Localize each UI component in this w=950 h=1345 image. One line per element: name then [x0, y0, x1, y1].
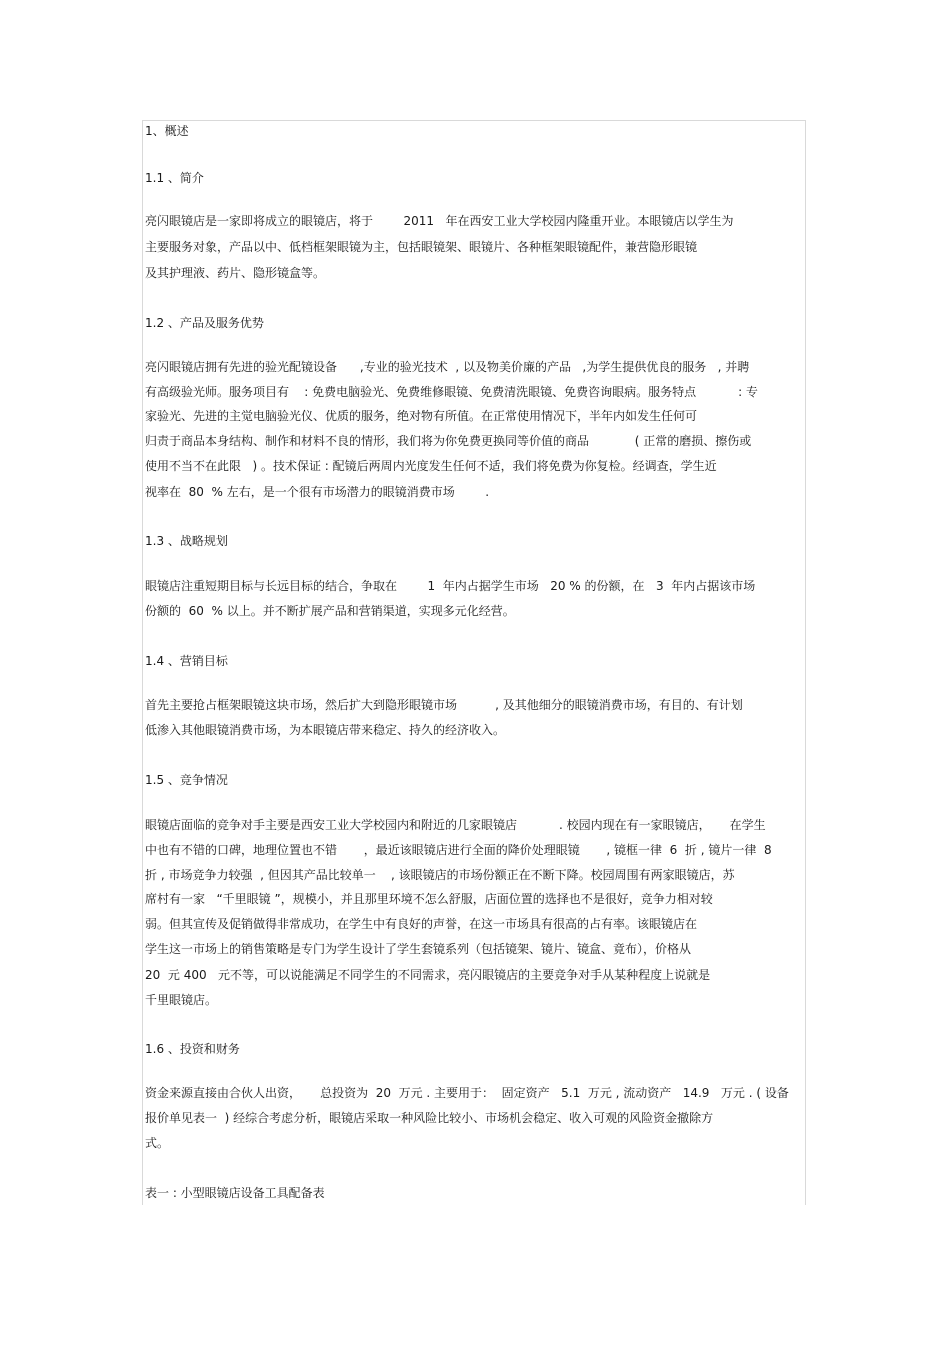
competition-line-1: 眼镜店面临的竞争对手主要是西安工业大学校园内和附近的几家眼镜店 . 校园内现在有一家眼镜店， 在学生	[145, 818, 766, 832]
marketing-line-1: 首先主要抢占框架眼镜这块市场，然后扩大到隐形眼镜市场 , 及其他细分的眼镜消费市场，有目的、有计划	[145, 698, 743, 712]
section-heading-intro: 1.1 、简介	[145, 171, 204, 185]
section-heading-competition: 1.5 、竞争情况	[145, 773, 228, 787]
competition-line-7: 20 元 400 元不等，可以说能满足不同学生的不同需求，亮闪眼镜店的主要竞争对手从某种程度上说就是	[145, 968, 711, 982]
strategy-line-1: 眼镜店注重短期目标与长远目标的结合，争取在 1 年内占据学生市场 20 % 的份额，在 3 年内占据该市场	[145, 579, 756, 593]
section-heading-strategy: 1.3 、战略规划	[145, 534, 228, 548]
finance-line-2: 报价单见表一 ) 经综合考虑分析，眼镜店采取一种风险比较小、市场机会稳定、收入可观的风险资金撤除方	[145, 1111, 714, 1125]
advantages-line-6: 视率在 80 % 左右，是一个很有市场潜力的眼镜消费市场 .	[145, 485, 490, 499]
intro-line-2: 主要服务对象，产品以中、低档框架眼镜为主，包括眼镜架、眼镜片、各种框架眼镜配件，兼营隐形眼镜	[145, 240, 698, 254]
intro-line-1: 亮闪眼镜店是一家即将成立的眼镜店，将于 2011 年在西安工业大学校园内隆重开业。本眼镜店以学生为	[145, 214, 734, 228]
advantages-line-4: 归责于商品本身结构、制作和材料不良的情形，我们将为你免费更换同等价值的商品 ( 正常的磨损、擦伤或	[145, 434, 752, 448]
competition-line-8: 千里眼镜店。	[145, 993, 218, 1007]
page-frame	[142, 120, 806, 1205]
advantages-line-2: 有高级验光师。服务项目有 : 免费电脑验光、免费维修眼镜、免费清洗眼镜、免费咨询眼病。服务特点 : 专	[145, 385, 758, 399]
section-heading-overview: 1、概述	[145, 124, 189, 138]
marketing-line-2: 低渗入其他眼镜消费市场，为本眼镜店带来稳定、持久的经济收入。	[145, 723, 506, 737]
competition-line-4: 席村有一家 “千里眼镜 ”，规模小，并且那里环境不怎么舒服，店面位置的选择也不是很好，竞争力相对较	[145, 892, 713, 906]
finance-line-3: 式。	[145, 1136, 170, 1150]
section-heading-advantages: 1.2 、产品及服务优势	[145, 316, 264, 330]
finance-line-1: 资金来源直接由合伙人出资， 总投资为 20 万元 . 主要用于： 固定资产 5.1 万元 , 流动资产 14.9 万元 . ( 设备	[145, 1086, 789, 1100]
intro-line-3: 及其护理液、药片、隐形镜盒等。	[145, 266, 326, 280]
competition-line-3: 折 , 市场竞争力较强 , 但因其产品比较单一 , 该眼镜店的市场份额正在不断下降。校园周围有两家眼镜店，苏	[145, 868, 735, 882]
table-caption: 表一 : 小型眼镜店设备工具配备表	[145, 1186, 325, 1200]
competition-line-5: 弱。但其宣传及促销做得非常成功，在学生中有良好的声誉，在这一市场具有很高的占有率。该眼镜店在	[145, 917, 698, 931]
competition-line-6: 学生这一市场上的销售策略是专门为学生设计了学生套镜系列（包括镜架、镜片、镜盒、竟布），价格从	[145, 942, 692, 956]
section-heading-marketing: 1.4 、营销目标	[145, 654, 228, 668]
section-heading-finance: 1.6 、投资和财务	[145, 1042, 240, 1056]
advantages-line-5: 使用不当不在此限 ) 。技术保证 : 配镜后两周内光度发生任何不适，我们将免费为你复检。经调查，学生近	[145, 459, 717, 473]
strategy-line-2: 份额的 60 % 以上。并不断扩展产品和营销渠道，实现多元化经营。	[145, 604, 515, 618]
advantages-line-3: 家验光、先进的主觉电脑验光仪、优质的服务，绝对物有所值。在正常使用情况下，半年内如发生任何可	[145, 409, 698, 423]
advantages-line-1: 亮闪眼镜店拥有先进的验光配镜设备 ,专业的验光技术 , 以及物美价廉的产品 ,为学生提供优良的服务 , 并聘	[145, 360, 750, 374]
competition-line-2: 中也有不错的口碑，地理位置也不错 ，最近该眼镜店进行全面的降价处理眼镜 , 镜框一律 6 折 , 镜片一律 8	[145, 843, 772, 857]
